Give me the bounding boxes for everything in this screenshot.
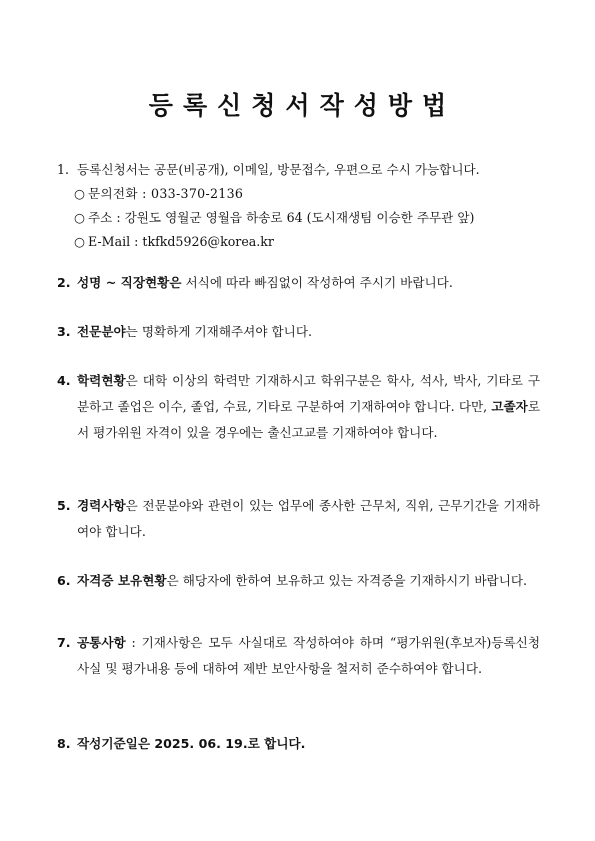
item-number: 4. <box>57 373 71 388</box>
contact-phone <box>74 183 243 205</box>
contact-address-text: 주소 : 강원도 영월군 영월읍 하송로 64 (도시재생팀 이승한 주무관 앞) <box>88 210 475 225</box>
circle-bullet: ○ <box>74 210 85 225</box>
item-number: 2. <box>57 275 71 290</box>
item-number: 8. <box>57 736 71 751</box>
contact-email-text: E-Mail : tkfkd5926@korea.kr <box>88 234 274 249</box>
instruction-item-4 <box>57 368 540 446</box>
item-keyword: 성명 ~ 직장현황은 <box>77 275 182 290</box>
item-text: 은 해당자에 한하여 보유하고 있는 자격증을 기재하시기 바랍니다. <box>166 573 528 588</box>
item-text: 은 전문분야와 관련이 있는 업무에 종사한 근무처, 직위, 근무기간을 기재하여야 합니다. <box>77 498 540 539</box>
contact-email <box>74 231 274 253</box>
title-char: 방 <box>387 91 413 120</box>
instruction-item-6 <box>57 568 540 594</box>
item-keyword: 경력사항 <box>77 498 126 513</box>
item-keyword: 자격증 보유현황 <box>77 573 167 588</box>
item-keyword: 작성기준일은 2025. 06. 19.로 합니다. <box>77 736 306 751</box>
instruction-item-1 <box>57 157 540 183</box>
item-number: 5. <box>57 498 71 513</box>
item-number: 1. <box>57 162 70 177</box>
circle-bullet: ○ <box>74 186 85 201</box>
title-char: 등 <box>148 91 173 120</box>
title-char: 청 <box>251 91 276 120</box>
instruction-item-3 <box>57 319 540 345</box>
contact-phone-text: 문의전화 : 033-370-2136 <box>88 186 244 201</box>
title-char: 성 <box>353 91 378 120</box>
item-keyword-2: 고졸자 <box>491 399 528 414</box>
contact-address <box>74 207 474 229</box>
item-text: 등록신청서는 공문(비공개), 이메일, 방문접수, 우편으로 수시 가능합니다. <box>77 162 480 177</box>
title-char: 신 <box>217 91 242 120</box>
item-text-2: 로서 평가위원 자격이 있을 경우에는 출신고교를 기재하여야 합니다. <box>77 399 540 440</box>
title-char: 록 <box>182 91 208 120</box>
item-number: 6. <box>57 573 71 588</box>
item-keyword: 학력현황 <box>77 373 126 388</box>
item-keyword: 공통사항 <box>77 635 126 650</box>
title-char: 작 <box>319 91 344 120</box>
instruction-item-8 <box>57 731 540 757</box>
instruction-item-2 <box>57 270 540 296</box>
instruction-item-7 <box>57 630 540 682</box>
item-text: 서식에 따라 빠짐없이 작성하여 주시기 바랍니다. <box>181 275 453 290</box>
item-text: : 기재사항은 모두 사실대로 작성하여야 하며 “평가위원(후보자)등록신청 사실 및 평가내용 등에 대하여 제반 보안사항을 철저히 준수하여야 합니다. <box>77 635 540 676</box>
page-title <box>0 86 595 122</box>
item-number: 7. <box>57 635 71 650</box>
title-char: 서 <box>285 91 310 120</box>
title-char: 법 <box>422 91 447 120</box>
item-text: 는 명확하게 기재해주셔야 합니다. <box>125 324 313 339</box>
item-text: 은 대학 이상의 학력만 기재하시고 학위구분은 학사, 석사, 박사, 기타로 구분하고 졸업은 이수, 졸업, 수료, 기타로 구분하여 기재하여야 합니다. 다만, <box>77 373 540 414</box>
instruction-item-5 <box>57 493 540 545</box>
item-keyword: 전문분야 <box>77 324 126 339</box>
item-number: 3. <box>57 324 71 339</box>
circle-bullet: ○ <box>74 234 85 249</box>
